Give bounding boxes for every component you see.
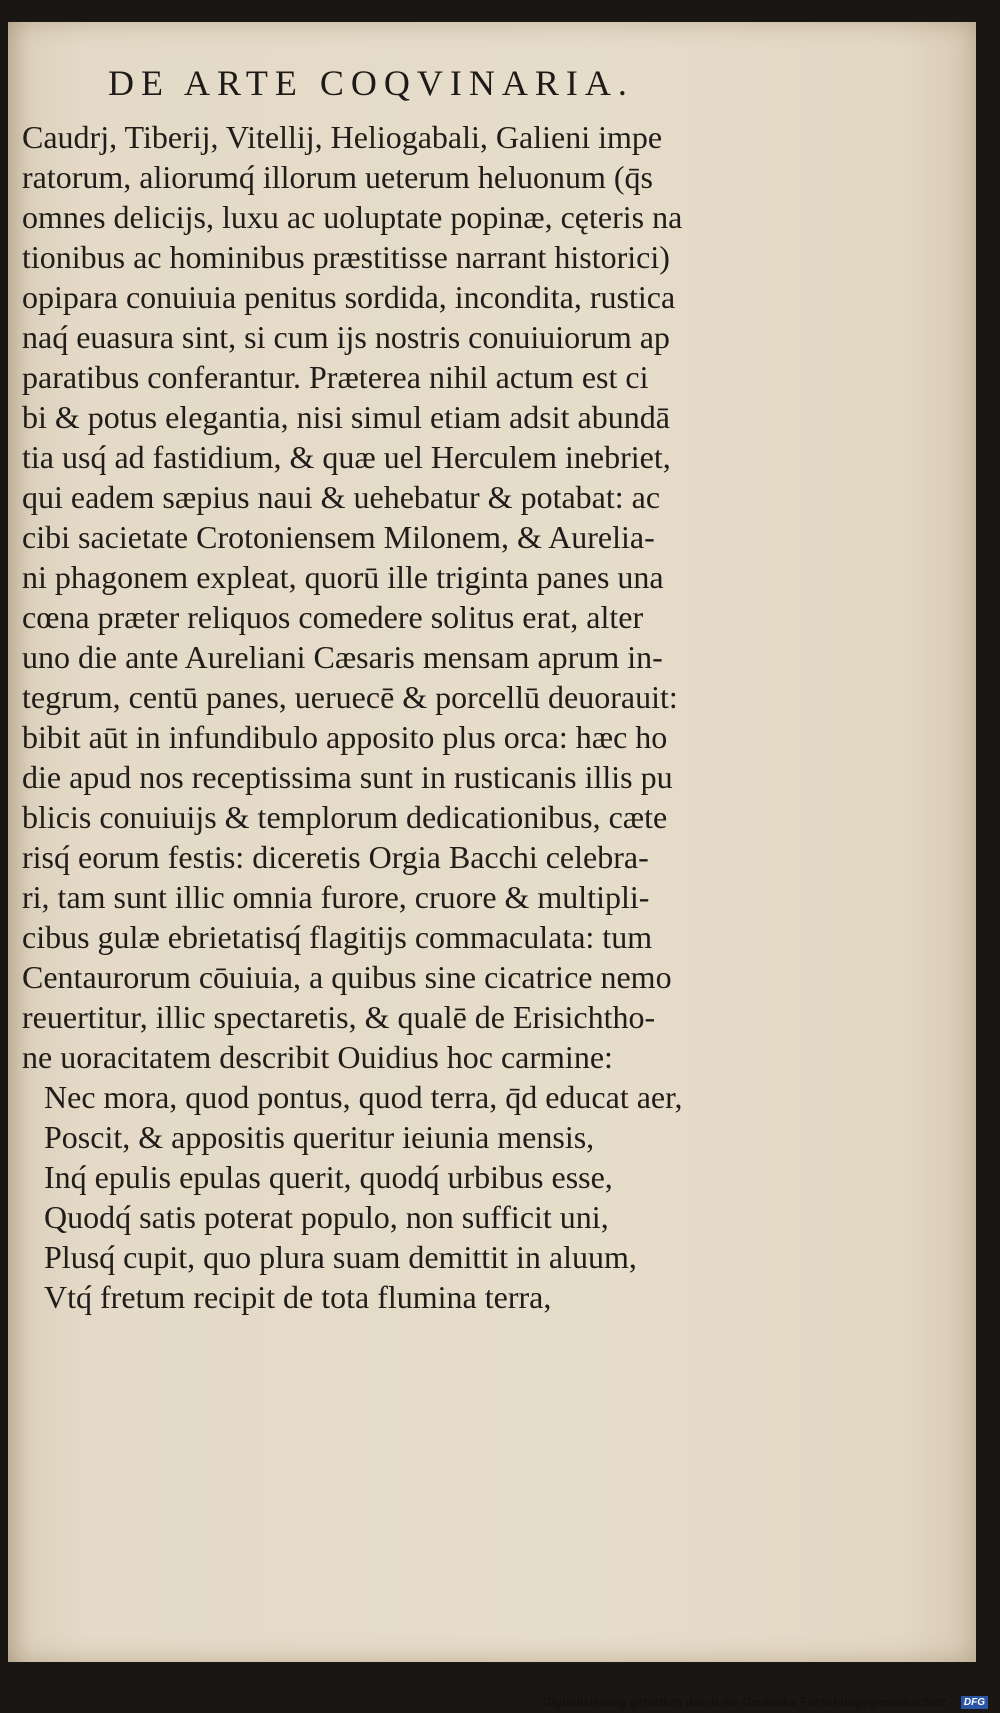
verse-block <box>22 1077 937 1317</box>
text-line: bi & potus elegantia, nisi simul etiam adsit abundā <box>22 399 670 435</box>
text-line: risq́ eorum festis: diceretis Orgia Bacchi celebra- <box>22 839 649 875</box>
book-page <box>8 22 976 1662</box>
text-line: cibi sacietate Crotoniensem Milonem, & Aureliа- <box>22 519 655 555</box>
text-line: ni phagonem expleat, quorū ille triginta panes una <box>22 559 664 595</box>
text-line: ratorum, aliorumq́ illorum ueterum heluonum (q̄s <box>22 159 653 195</box>
text-line: qui eadem sæpius naui & uehebatur & potabat: ac <box>22 479 661 515</box>
text-line: opipara conuiuia penitus sordida, incondita, rustica <box>22 279 676 315</box>
text-line: naq́ euasura sint, si cum ijs nostris conuiuiorum ap <box>22 319 670 355</box>
text-line: die apud nos receptissima sunt in rusticanis illis pu <box>22 759 673 795</box>
text-line: cœna præter reliquos comedere solitus erat, alter <box>22 599 644 635</box>
text-line: Caudrj, Tiberij, Vitellij, Heliogabali, Galieni impe <box>22 119 663 155</box>
text-line: bibit aūt in infundibulo apposito plus orca: hæc ho <box>22 719 668 755</box>
text-line: Centaurorum cōuiuia, a quibus sine cicatrice nemo <box>22 959 672 995</box>
verse-line: Poscit, & appositis queritur ieiunia mensis, <box>44 1119 595 1155</box>
verse-line: Plusq́ cupit, quo plura suam demittit in aluum, <box>44 1239 637 1275</box>
credit-text: Digitalisierung gefördert durch die Deutsche Forschungsgemeinschaft - <box>542 1694 954 1709</box>
text-line: paratibus conferantur. Præterea nihil actum est ci <box>22 359 649 395</box>
text-line: omnes delicijs, luxu ac uoluptate popinæ, cęteris na <box>22 199 683 235</box>
dfg-logo: DFG <box>961 1696 988 1709</box>
prose-block <box>22 117 937 1077</box>
text-line: tionibus ac hominibus præstitisse narrant historici) <box>22 239 670 275</box>
text-line: uno die ante Aureliani Cæsaris mensam aprum in- <box>22 639 663 675</box>
text-line: ri, tam sunt illic omnia furore, cruore & multipli- <box>22 879 650 915</box>
verse-line: Quodq́ satis poterat populo, non sufficit uni, <box>44 1199 609 1235</box>
verse-line: Vtq́ fretum recipit de tota flumina terra, <box>44 1279 552 1315</box>
text-line: tegrum, centū panes, ueruecē & porcellū deuorauit: <box>22 679 678 715</box>
text-line: cibus gulæ ebrietatisq́ flagitijs commaculata: tum <box>22 919 653 955</box>
text-line: reuertitur, illic spectaretis, & qualē de Erisichtho- <box>22 999 656 1035</box>
text-line: ne uoracitatem describit Ouidius hoc carmine: <box>22 1039 613 1075</box>
verse-line: Nec mora, quod pontus, quod terra, q̄d educat aer, <box>44 1079 683 1115</box>
text-line: tia usq́ ad fastidium, & quæ uel Herculem inebriet, <box>22 439 671 475</box>
text-line: blicis conuiuijs & templorum dedicationibus, cæte <box>22 799 668 835</box>
body-text <box>22 117 937 1317</box>
running-head: DE ARTE COQVINARIA. <box>108 63 634 103</box>
verse-line: Inq́ epulis epulas querit, quodq́ urbibus esse, <box>44 1159 613 1195</box>
digitization-credit <box>543 1695 988 1709</box>
